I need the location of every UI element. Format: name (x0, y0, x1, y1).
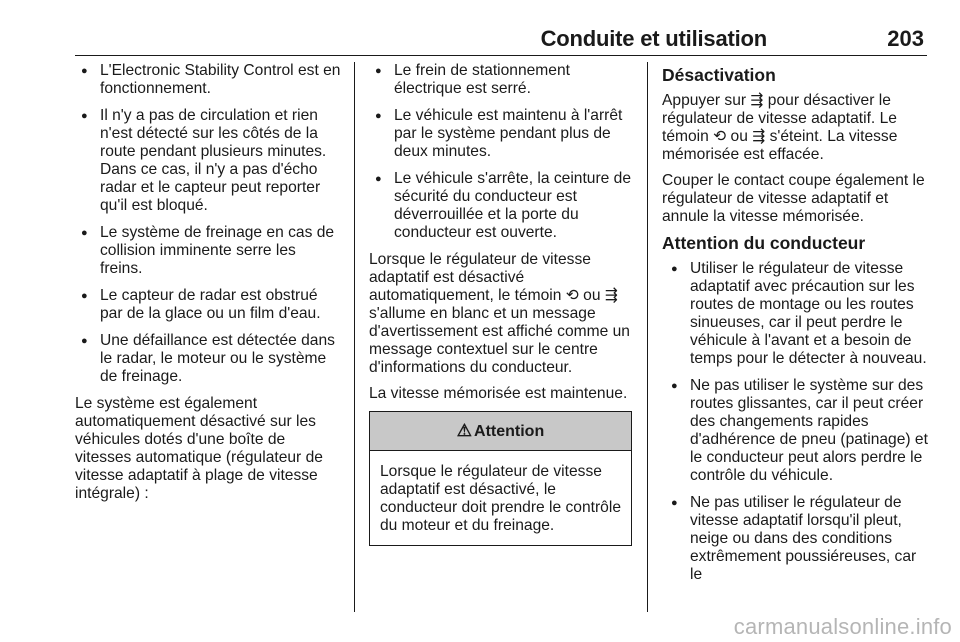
body-paragraph: Couper le contact coupe également le régulateur de vitesse adaptatif et annule la vitesse mémorisée. (662, 172, 925, 225)
body-paragraph: Le système est également automatiquement désactivé sur les véhicules dotés d'une boîte de vitesses automatique (régulateur de vitesse adaptatif à plage de vitesse intégrale) : (75, 395, 323, 502)
list-item: ● Le véhicule s'arrête, la ceinture de sécurité du conducteur est déverrouillée et la porte du conducteur est ouverte. (369, 170, 632, 242)
column-3 (662, 62, 928, 593)
list-item: ● Il n'y a pas de circulation et rien n'est détecté sur les côtés de la route pendant plusieurs minutes. Dans ce cas, il n'y a pas d'écho radar et le capteur peut reporter qu'il est bloqué. (75, 107, 341, 215)
warning-triangle-icon: ⚠ (456, 421, 473, 440)
body-paragraph: La vitesse mémorisée est maintenue. (369, 385, 628, 402)
column-1-bullets (75, 62, 341, 386)
section-heading-deactivation: Désactivation (662, 65, 776, 85)
column-2 (369, 62, 632, 546)
column-divider-right (647, 62, 648, 612)
page-number: 203 (887, 26, 924, 51)
warning-title: Attention (474, 423, 545, 440)
list-item: ● L'Electronic Stability Control est en fonctionnement. (75, 62, 341, 98)
list-item: ● Le véhicule est maintenu à l'arrêt par le système pendant plus de deux minutes. (369, 107, 632, 161)
list-item: ● Ne pas utiliser le système sur des routes glissantes, car il peut créer des changements rapides d'adhérence de pneu (patinage) et le conducteur peut alors perdre le contrôle du véhicule. (662, 377, 928, 485)
list-item: ● Le frein de stationnement électrique est serré. (369, 62, 632, 98)
column-divider-left (354, 62, 355, 612)
list-item: ● Le système de freinage en cas de collision imminente serre les freins. (75, 224, 341, 278)
page-header-title: Conduite et utilisation (540, 26, 767, 51)
warning-box (369, 411, 632, 546)
column-2-bullets (369, 62, 632, 242)
header-rule (75, 55, 927, 56)
column-1 (75, 62, 341, 511)
section-heading-driver-attention: Attention du conducteur (662, 233, 866, 253)
body-paragraph: Lorsque le régulateur de vitesse adaptatif est désactivé automatiquement, le témoin ⟲ ou ⇶ s'allume en blanc et un message d'avertissement est affiché comme un message contextuel sur le centre d'informations du conducteur. (369, 251, 630, 376)
column-3-bullets (662, 260, 928, 584)
warning-header (370, 412, 631, 451)
watermark-url: carmanualsonline.info (733, 614, 952, 639)
body-paragraph: Appuyer sur ⇶ pour désactiver le régulateur de vitesse adaptatif. Le témoin ⟲ ou ⇶ s'éteint. La vitesse mémorisée est effacée. (662, 92, 898, 163)
list-item: ● Le capteur de radar est obstrué par de la glace ou un film d'eau. (75, 287, 341, 323)
list-item: ● Une défaillance est détectée dans le radar, le moteur ou le système de freinage. (75, 332, 341, 386)
list-item: ● Ne pas utiliser le régulateur de vitesse adaptatif lorsqu'il pleut, neige ou dans des conditions extrêmement poussiéreuses, car le (662, 494, 928, 584)
warning-body: Lorsque le régulateur de vitesse adaptatif est désactivé, le conducteur doit prendre le contrôle du moteur et du freinage. (380, 463, 621, 534)
list-item: ● Utiliser le régulateur de vitesse adaptatif avec précaution sur les routes de montage ou les routes sinueuses, car il peut perdre le véhicule à l'avant et a besoin de temps pour le détecter à nouveau. (662, 260, 928, 368)
